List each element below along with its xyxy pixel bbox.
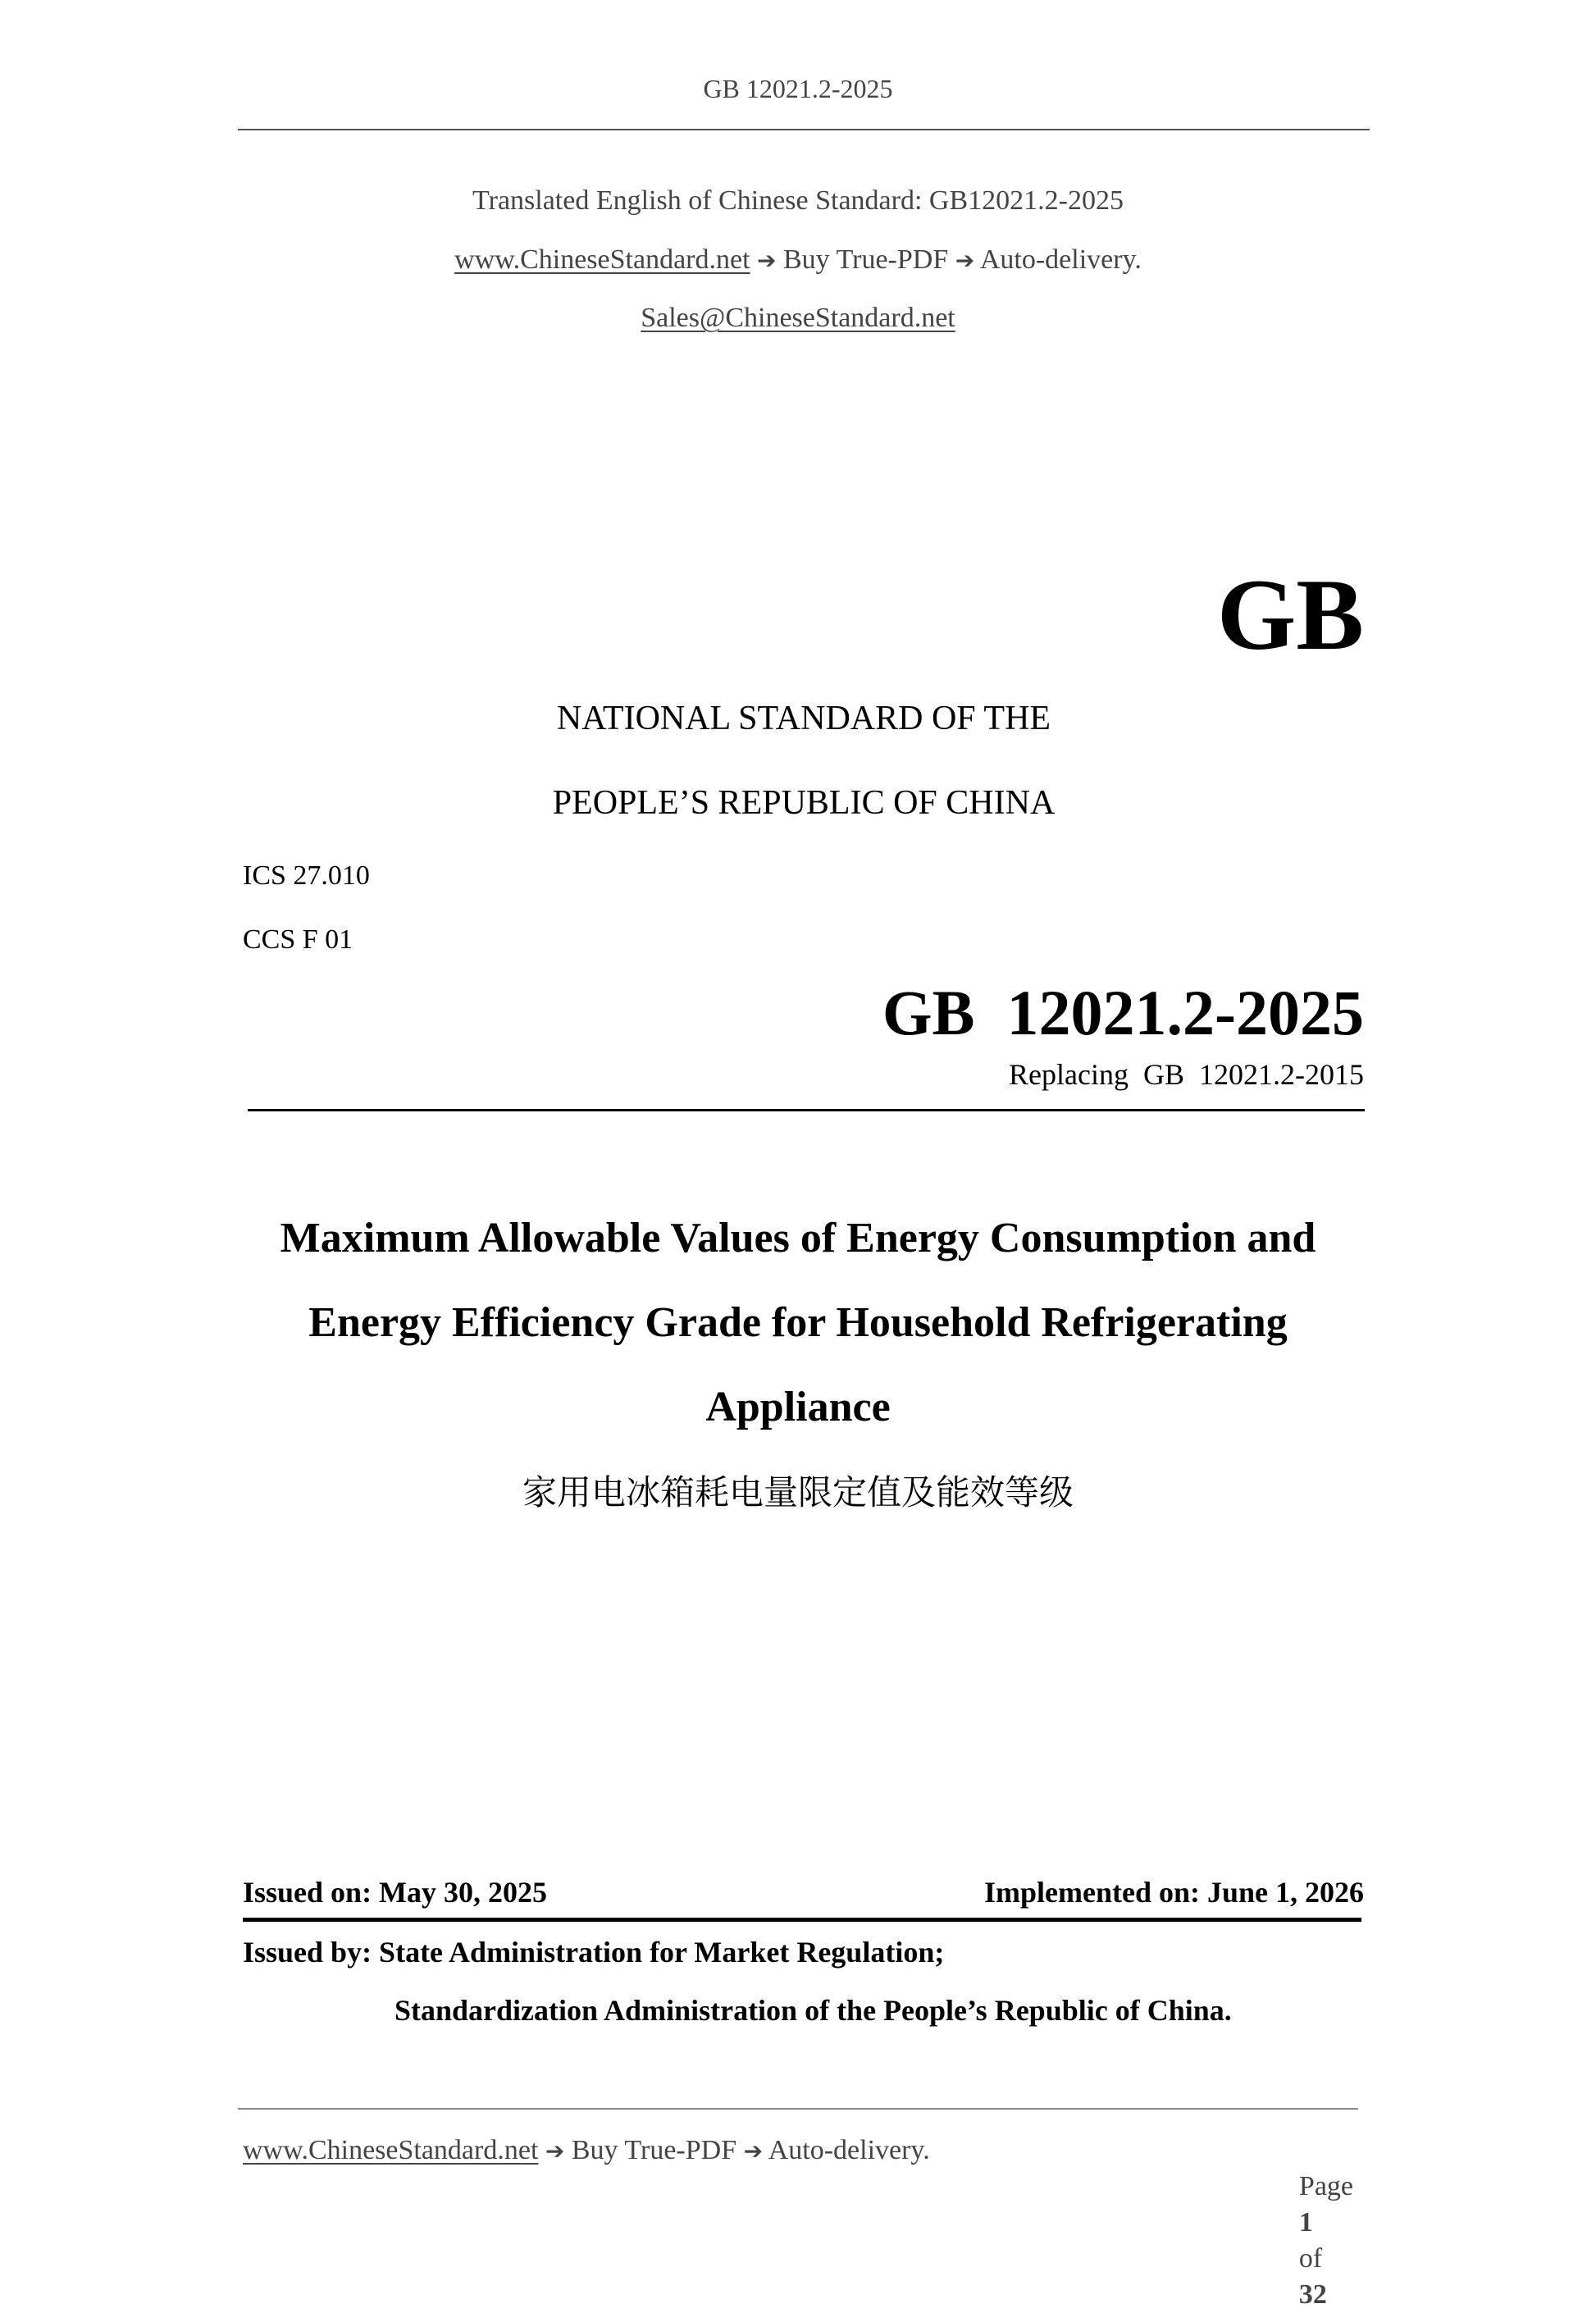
standard-number-rule (248, 1109, 1365, 1111)
footer-site-link[interactable]: www.ChineseStandard.net (243, 2135, 539, 2165)
page-label: Page (1298, 2171, 1353, 2201)
sales-email-link[interactable]: Sales@ChineseStandard.net (641, 303, 955, 333)
running-header (0, 72, 1596, 105)
arrow-right-icon: ➔ (743, 2137, 764, 2165)
buy-true-pdf-text: Buy True-PDF (783, 244, 949, 275)
chinese-title: 家用电冰箱耗电量限定值及能效等级 (522, 1472, 1074, 1512)
national-standard-line2: PEOPLE’S REPUBLIC OF CHINA (552, 784, 1056, 822)
auto-delivery-text: Auto-delivery. (979, 244, 1142, 275)
ics-code: ICS 27.010 (243, 860, 370, 891)
arrow-right-icon: ➔ (757, 247, 777, 274)
arrow-right-icon: ➔ (955, 247, 975, 274)
standard-number: GB 12021.2-2025 (882, 977, 1364, 1048)
arrow-right-icon: ➔ (545, 2137, 565, 2165)
page-indicator (1285, 2133, 1353, 2313)
footer-delivery-text: Auto-delivery. (768, 2135, 930, 2165)
document-title-line3: Appliance (705, 1384, 891, 1430)
header-rule (238, 129, 1370, 130)
site-link[interactable]: www.ChineseStandard.net (454, 244, 750, 275)
page-total: 32 (1298, 2279, 1327, 2310)
ccs-code: CCS F 01 (243, 924, 353, 955)
footer-rule (238, 2108, 1358, 2110)
page-current: 1 (1298, 2207, 1313, 2238)
issue-rule (243, 1918, 1361, 1922)
replacing-standard: Replacing GB 12021.2-2015 (1009, 1058, 1364, 1091)
header-doc-code: GB 12021.2-2025 (703, 74, 893, 103)
document-title-line2: Energy Efficiency Grade for Household Refrigerating (308, 1299, 1288, 1346)
translation-notice-text: Translated English of Chinese Standard: GB12021.2-2025 (472, 185, 1124, 216)
footer-purchase-line (243, 2133, 930, 2169)
national-standard-line1: NATIONAL STANDARD OF THE (556, 700, 1051, 737)
email-line (0, 300, 1596, 336)
gb-logo: GB (1216, 559, 1364, 671)
translation-notice (0, 183, 1596, 219)
document-title-line1: Maximum Allowable Values of Energy Consumption and (280, 1215, 1316, 1261)
purchase-line (0, 242, 1596, 279)
implemented-on: Implemented on: June 1, 2026 (983, 1876, 1364, 1909)
issued-on: Issued on: May 30, 2025 (243, 1876, 548, 1909)
footer-buy-text: Buy True-PDF (571, 2135, 737, 2165)
page-of: of (1298, 2243, 1323, 2274)
issued-by: Issued by: State Administration for Market Regulation; (243, 1936, 945, 1969)
issued-by-secondary: Standardization Administration of the People’s Republic of China. (394, 1994, 1232, 2027)
